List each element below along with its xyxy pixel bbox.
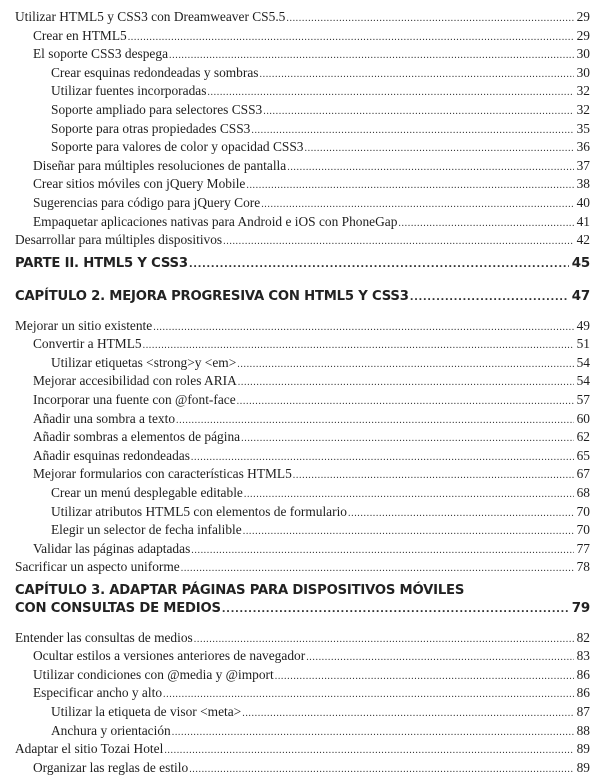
page-number: 41 [576, 213, 590, 229]
dot-leader [305, 140, 574, 158]
toc-entry[interactable] [0, 540, 590, 560]
dot-leader [207, 84, 573, 102]
toc-entry[interactable] [0, 64, 590, 84]
entry-title: Añadir esquinas redondeadas [33, 447, 190, 463]
chapter-heading-line1[interactable]: CAPÍTULO 3. ADAPTAR PÁGINAS PARA DISPOSITIVOS MÓVILES [15, 583, 465, 598]
toc-entry[interactable] [0, 629, 590, 649]
page-number: 57 [576, 391, 590, 407]
entry-title: Utilizar etiquetas <strong>y <em> [51, 354, 237, 370]
toc-entry[interactable] [0, 722, 590, 742]
toc-entry[interactable] [0, 372, 590, 392]
chapter-heading[interactable] [0, 600, 590, 619]
dot-leader [237, 356, 573, 374]
entry-title: Mejorar formularios con características HTML5 [33, 466, 292, 482]
toc-entry[interactable] [0, 157, 590, 177]
toc-entry[interactable] [0, 465, 590, 485]
entry-title: Validar las páginas adaptadas [33, 540, 191, 556]
page-number: 83 [576, 648, 590, 664]
page-number: 40 [576, 195, 590, 210]
entry-title: Entender las consultas de medios [15, 629, 193, 645]
toc-entry[interactable] [0, 666, 590, 686]
page-number: 30 [576, 46, 590, 62]
toc-entry[interactable] [0, 213, 590, 233]
chapter-title: CON CONSULTAS DE MEDIOS [15, 601, 221, 616]
dot-leader [263, 103, 573, 121]
page-number: 29 [576, 27, 590, 43]
dot-leader [169, 47, 574, 65]
entry-title: Ocultar estilos a versiones anteriores de navegador [33, 648, 306, 664]
dot-leader [244, 486, 574, 504]
entry-title: Sugerencias para código para jQuery Core [33, 195, 261, 210]
entry-title: Añadir una sombra a texto [33, 410, 176, 426]
toc-entry[interactable] [0, 335, 590, 355]
entry-title: Crear en HTML5 [33, 27, 127, 43]
dot-leader [163, 686, 574, 704]
dot-leader [275, 668, 574, 686]
chapter-heading[interactable] [0, 288, 590, 307]
dot-leader [306, 649, 573, 667]
page-number: 47 [571, 289, 590, 304]
page-number: 49 [576, 317, 590, 333]
dot-leader [222, 601, 569, 619]
toc-entry[interactable] [0, 647, 590, 667]
page-number: 65 [576, 447, 590, 463]
page-number: 70 [576, 503, 590, 519]
toc-entry[interactable] [0, 484, 590, 504]
entry-title: Organizar las reglas de estilo [33, 759, 189, 775]
dot-leader [398, 215, 573, 233]
entry-title: Diseñar para múltiples resoluciones de pantalla [33, 157, 287, 173]
toc-entry[interactable] [0, 120, 590, 140]
dot-leader [238, 374, 574, 392]
entry-title: Utilizar atributos HTML5 con elementos de formulario [51, 503, 347, 519]
page-number: 54 [576, 354, 590, 370]
entry-title: Crear un menú desplegable editable [51, 484, 243, 500]
toc-entry[interactable] [0, 759, 590, 779]
page-number: 82 [576, 629, 590, 645]
dot-leader [176, 412, 574, 430]
dot-leader [246, 177, 573, 195]
toc-entry[interactable] [0, 410, 590, 430]
dot-leader [242, 705, 573, 723]
toc-entry[interactable] [0, 45, 590, 65]
entry-title: Adaptar el sitio Tozai Hotel [15, 741, 164, 757]
dot-leader [293, 467, 574, 485]
dot-leader [191, 542, 573, 560]
dot-leader [172, 724, 574, 742]
entry-title: Añadir sombras a elementos de página [33, 429, 241, 445]
chapter-title: CAPÍTULO 2. MEJORA PROGRESIVA CON HTML5 Y CSS3 [15, 289, 409, 304]
entry-title: Desarrollar para múltiples dispositivos [15, 232, 223, 248]
dot-leader [237, 393, 574, 411]
entry-title: Elegir un selector de fecha infalible [51, 522, 242, 538]
toc-entry[interactable] [0, 521, 590, 541]
entry-title: Empaquetar aplicaciones nativas para Android e iOS con PhoneGap [33, 213, 398, 229]
entry-title: Mejorar un sitio existente [15, 317, 153, 333]
dot-leader [223, 233, 573, 251]
entry-title: Soporte ampliado para selectores CSS3 [51, 102, 263, 117]
entry-title: Utilizar la etiqueta de visor <meta> [51, 703, 242, 719]
toc-entry[interactable] [0, 194, 590, 214]
page-number: 38 [576, 176, 590, 192]
page-number: 37 [576, 157, 590, 173]
page-number: 88 [576, 722, 590, 738]
dot-leader [189, 256, 569, 274]
page-number: 35 [576, 120, 590, 136]
dot-leader [348, 505, 574, 523]
dot-leader [189, 761, 573, 779]
dot-leader [286, 10, 573, 28]
toc-entry[interactable] [0, 101, 590, 121]
entry-title: Convertir a HTML5 [33, 336, 142, 352]
toc-entry[interactable] [0, 447, 590, 467]
toc-entry[interactable] [0, 175, 590, 195]
page-number: 29 [576, 9, 590, 24]
dot-leader [181, 560, 574, 578]
entry-title: Crear esquinas redondeadas y sombras [51, 64, 259, 80]
dot-leader [164, 742, 573, 760]
page-number: 51 [576, 336, 590, 352]
page-number: 87 [576, 703, 590, 719]
dot-leader [243, 523, 574, 541]
entry-title: Especificar ancho y alto [33, 685, 163, 701]
page-number: 45 [571, 256, 590, 271]
entry-title: Anchura y orientación [51, 722, 171, 738]
part-title: PARTE II. HTML5 Y CSS3 [15, 256, 188, 271]
toc-entry[interactable] [0, 317, 590, 337]
page-number: 68 [576, 484, 590, 500]
part-heading[interactable] [0, 255, 590, 274]
toc-entry[interactable] [0, 82, 590, 102]
page-number: 62 [576, 429, 590, 445]
entry-title: Soporte para valores de color y opacidad CSS3 [51, 139, 304, 155]
page-number: 54 [576, 373, 590, 389]
toc-entry[interactable] [0, 8, 590, 28]
page-number: 79 [571, 601, 590, 616]
page-number: 32 [576, 102, 590, 117]
dot-leader [128, 29, 574, 47]
entry-title: Utilizar condiciones con @media y @import [33, 666, 274, 682]
toc-entry[interactable] [0, 27, 590, 47]
page-number: 86 [576, 666, 590, 682]
dot-leader [153, 319, 573, 337]
page-number: 30 [576, 64, 590, 80]
entry-title: Sacrificar un aspecto uniforme [15, 559, 180, 575]
dot-leader [191, 449, 574, 467]
page-number: 60 [576, 410, 590, 426]
page-number: 89 [576, 759, 590, 775]
toc-entry[interactable] [0, 684, 590, 704]
toc-entry[interactable] [0, 391, 590, 411]
page-number: 77 [576, 540, 590, 556]
page-number: 32 [576, 83, 590, 99]
dot-leader [241, 430, 573, 448]
toc-entry[interactable] [0, 231, 590, 251]
entry-title: Crear sitios móviles con jQuery Mobile [33, 176, 246, 192]
page-number: 42 [576, 232, 590, 248]
page-number: 86 [576, 685, 590, 701]
entry-title: El soporte CSS3 despega [33, 46, 169, 62]
toc-entry[interactable] [0, 354, 590, 374]
page-number: 78 [576, 559, 590, 575]
page-number: 36 [576, 139, 590, 155]
toc-entry[interactable] [0, 503, 590, 523]
entry-title: Soporte para otras propiedades CSS3 [51, 120, 251, 136]
dot-leader [261, 196, 573, 214]
dot-leader [251, 122, 573, 140]
page-number: 89 [576, 741, 590, 757]
toc-entry[interactable] [0, 138, 590, 158]
dot-leader [194, 631, 574, 649]
toc-entry[interactable] [0, 703, 590, 723]
entry-title: Utilizar fuentes incorporadas [51, 83, 207, 99]
toc-entry[interactable] [0, 558, 590, 578]
dot-leader [410, 289, 569, 307]
entry-title: Incorporar una fuente con @font-face [33, 391, 236, 407]
entry-title: Mejorar accesibilidad con roles ARIA [33, 373, 237, 389]
entry-title: Utilizar HTML5 y CSS3 con Dreamweaver CS5.5 [15, 9, 286, 24]
page-number: 67 [576, 466, 590, 482]
dot-leader [143, 337, 574, 355]
dot-leader [260, 66, 574, 84]
dot-leader [287, 159, 573, 177]
toc-entry[interactable] [0, 740, 590, 760]
page-number: 70 [576, 522, 590, 538]
toc-entry[interactable] [0, 428, 590, 448]
